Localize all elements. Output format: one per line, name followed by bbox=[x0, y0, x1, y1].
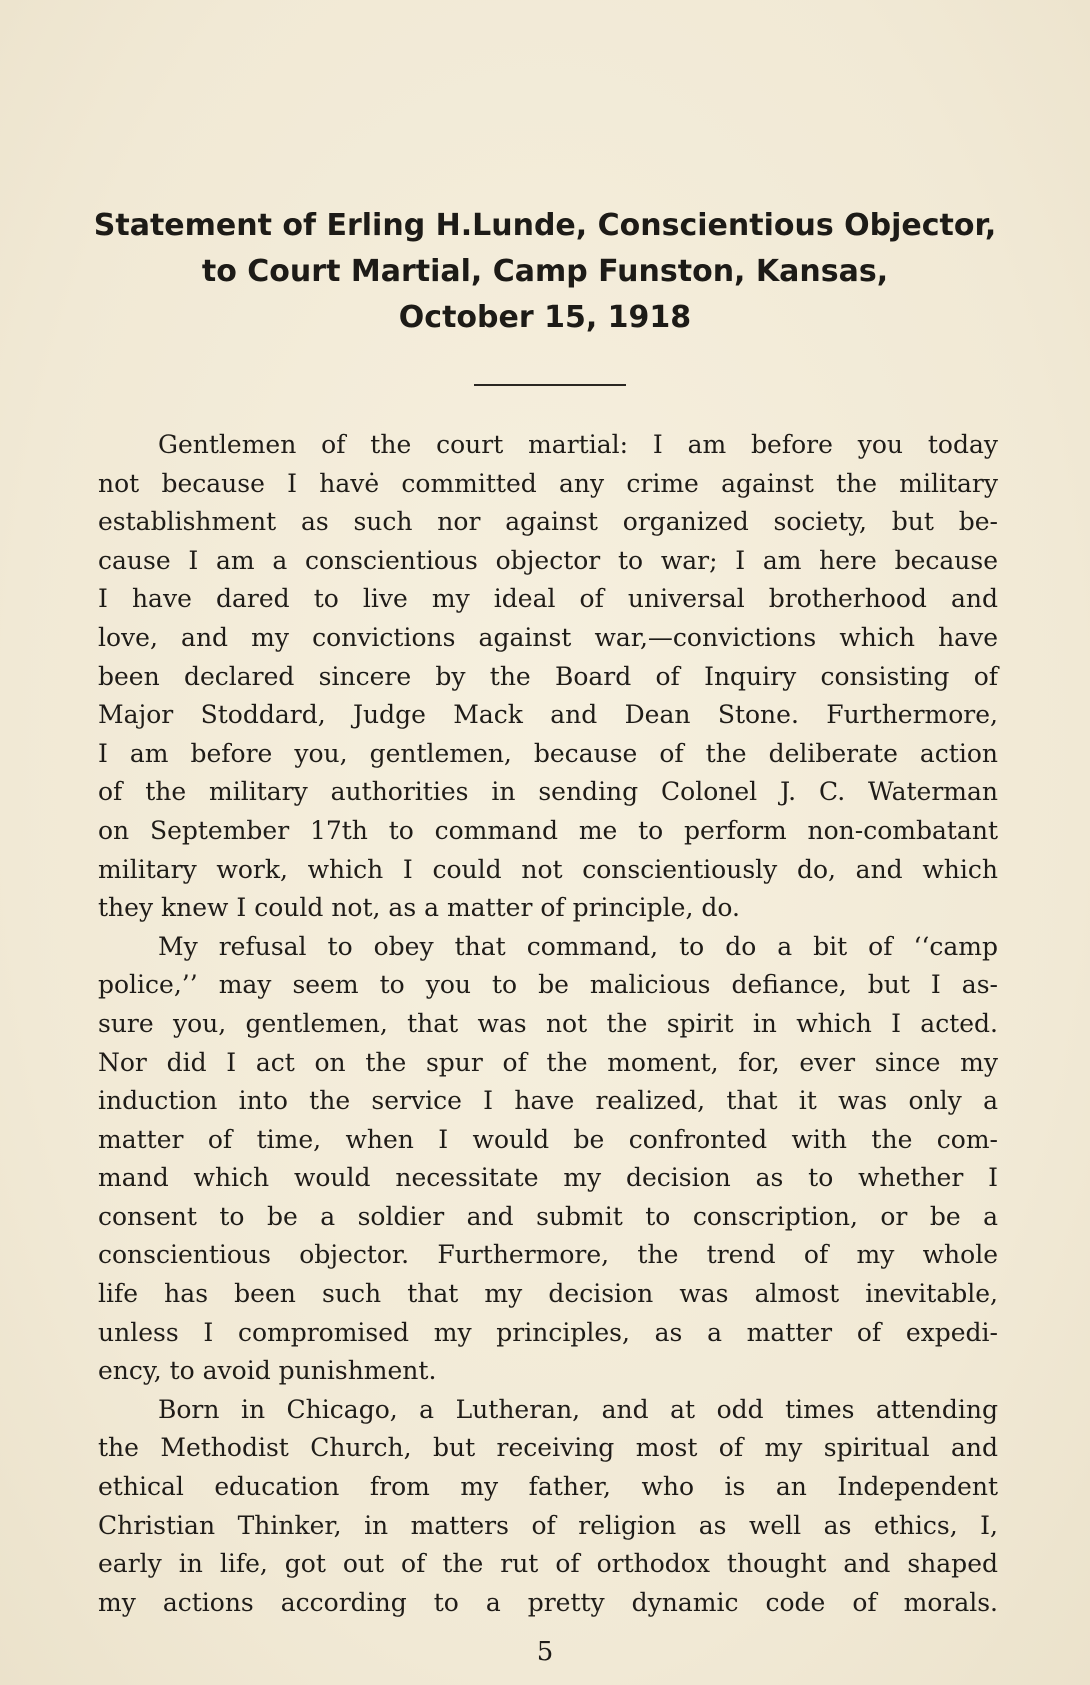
text-line: My refusal to obey that command, to do a bit of ‘‘camp bbox=[158, 931, 998, 961]
text-line: not because I havė committed any crime against the military bbox=[98, 468, 998, 498]
text-line: the Methodist Church, but receiving most of my spiritual and bbox=[98, 1433, 998, 1463]
text-line: establishment as such nor against organized society, but be- bbox=[98, 507, 998, 537]
text-line: of the military authorities in sending Colonel J. C. Waterman bbox=[98, 777, 998, 807]
statement-body bbox=[98, 426, 998, 1622]
heading-line: Statement of Erling H.Lunde, Conscientious Objector, bbox=[93, 208, 997, 243]
text-line: induction into the service I have realized, that it was only a bbox=[98, 1086, 998, 1116]
statement-heading bbox=[60, 203, 1030, 341]
text-line: sure you, gentlemen, that was not the spirit in which I acted. bbox=[98, 1008, 998, 1038]
text-line: ethical education from my father, who is an Independent bbox=[98, 1472, 998, 1502]
text-line: I am before you, gentlemen, because of the deliberate action bbox=[98, 738, 998, 768]
text-line: police,’’ may seem to you to be malicious defiance, but I as- bbox=[98, 970, 998, 1000]
text-line: mand which would necessitate my decision as to whether I bbox=[98, 1163, 998, 1193]
text-line: Born in Chicago, a Lutheran, and at odd times attending bbox=[158, 1394, 998, 1424]
text-line: my actions according to a pretty dynamic code of morals. bbox=[98, 1587, 998, 1617]
text-line: love, and my convictions against war,—convictions which have bbox=[98, 622, 998, 652]
text-line: I have dared to live my ideal of universal brotherhood and bbox=[98, 584, 998, 614]
heading-divider bbox=[474, 384, 626, 386]
text-line: early in life, got out of the rut of orthodox thought and shaped bbox=[98, 1549, 998, 1579]
text-line: Nor did I act on the spur of the moment, for, ever since my bbox=[98, 1047, 998, 1077]
page-number: 5 bbox=[536, 1637, 554, 1667]
text-line: matter of time, when I would be confronted with the com- bbox=[98, 1124, 998, 1154]
text-line: Gentlemen of the court martial: I am before you today bbox=[158, 430, 998, 459]
text-line: unless I compromised my principles, as a matter of expedi- bbox=[98, 1317, 998, 1347]
text-line: ency, to avoid punishment. bbox=[98, 1356, 437, 1386]
text-line: they knew I could not, as a matter of principle, do. bbox=[98, 893, 740, 923]
text-line: Major Stoddard, Judge Mack and Dean Stone. Furthermore, bbox=[98, 700, 998, 730]
text-line: Christian Thinker, in matters of religion as well as ethics, I, bbox=[98, 1510, 998, 1540]
text-line: cause I am a conscientious objector to war; I am here because bbox=[98, 545, 998, 575]
heading-line: to Court Martial, Camp Funston, Kansas, bbox=[201, 254, 889, 289]
heading-line: October 15, 1918 bbox=[398, 300, 692, 335]
text-line: life has been such that my decision was almost inevitable, bbox=[98, 1279, 998, 1309]
text-line: conscientious objector. Furthermore, the trend of my whole bbox=[98, 1240, 998, 1270]
text-line: consent to be a soldier and submit to conscription, or be a bbox=[98, 1201, 998, 1231]
text-line: on September 17th to command me to perform non-combatant bbox=[98, 815, 998, 845]
text-line: military work, which I could not conscientiously do, and which bbox=[98, 854, 998, 884]
text-line: been declared sincere by the Board of Inquiry consisting of bbox=[98, 661, 998, 691]
